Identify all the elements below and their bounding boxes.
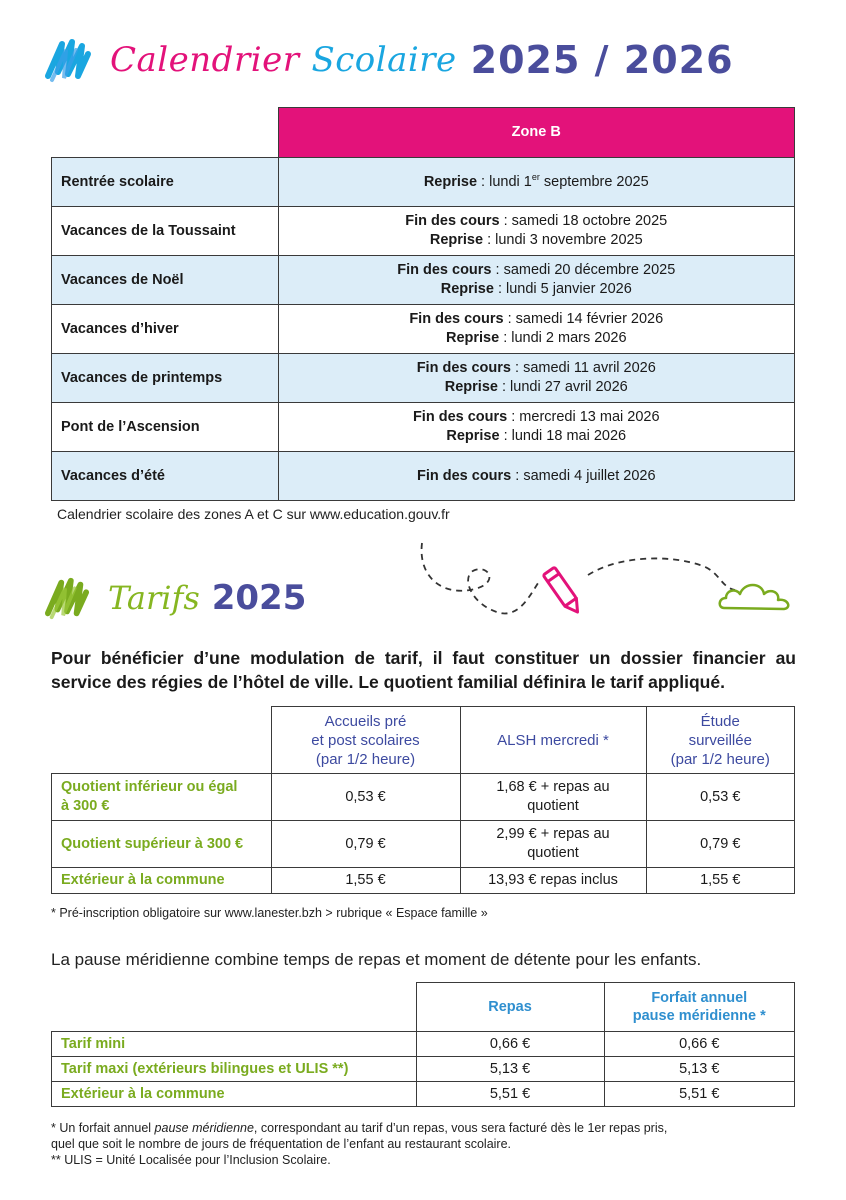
calendar-row-label: Vacances d’hiver [52, 305, 279, 354]
tarifs-corner [52, 707, 272, 774]
calendar-table [51, 107, 795, 501]
value-text: : lundi 1 [477, 173, 532, 190]
value-bold: Reprise [444, 379, 498, 395]
title-word-scolaire: Scolaire [311, 40, 457, 80]
value-bold: Reprise [440, 281, 494, 297]
tarifs-table [51, 706, 795, 894]
row-label: Extérieur à la commune [52, 1082, 417, 1107]
header-line: pause méridienne * [632, 1008, 766, 1024]
cell-alsh [460, 821, 646, 868]
calendar-row-value [278, 305, 795, 354]
pause-corner [52, 983, 417, 1032]
tarifs-intro: Pour bénéficier d’une modulation de tarif, il faut constituer un dossier financier au service des régies de l’hôtel de ville. Le quotient familial définira le tarif appliqué. [51, 648, 796, 692]
table-row [52, 1082, 795, 1107]
value-text: : lundi 5 janvier 2026 [493, 281, 632, 297]
value-text: : samedi 11 avril 2026 [510, 360, 656, 376]
cell-accueils: 1,55 € [271, 868, 460, 894]
cell-forfait: 5,51 € [604, 1082, 795, 1107]
value-text: : lundi 3 novembre 2025 [483, 232, 643, 248]
calendar-row-label: Vacances de la Toussaint [52, 207, 279, 256]
value-bold: Reprise [423, 173, 478, 190]
table-row [52, 868, 795, 894]
value-sup: er [531, 171, 540, 182]
tarifs-header-accueils [271, 707, 460, 774]
footnotes [51, 1120, 801, 1168]
cell-alsh [460, 774, 646, 821]
row-label-line: Quotient inférieur ou égal [61, 779, 238, 795]
row-label: Tarif mini [52, 1032, 417, 1057]
calendar-row-label: Rentrée scolaire [52, 158, 279, 207]
cell-line: 2,99 € + repas au [496, 826, 610, 842]
calendar-row [52, 158, 795, 207]
value-bold: Fin des cours [405, 213, 500, 229]
tarifs-header-alsh: ALSH mercredi * [460, 707, 646, 774]
value-bold: Fin des cours [397, 262, 492, 278]
calendar-row-value [278, 452, 795, 501]
scribble-blue-icon [44, 36, 92, 84]
row-label: Tarif maxi (extérieurs bilingues et ULIS **) [52, 1057, 417, 1082]
calendar-row [52, 452, 795, 501]
cell-etude: 1,55 € [646, 868, 795, 894]
zone-header: Zone B [278, 108, 795, 158]
row-label: Quotient supérieur à 300 € [52, 821, 272, 868]
header-line: et post scolaires [311, 731, 420, 749]
scribble-green-icon [44, 575, 90, 621]
table-row [52, 774, 795, 821]
footnote-1 [51, 1120, 801, 1136]
title-year: 2025 / 2026 [470, 38, 734, 82]
cell-repas: 5,13 € [416, 1057, 604, 1082]
row-label: Extérieur à la commune [52, 868, 272, 894]
cell-forfait: 5,13 € [604, 1057, 795, 1082]
pause-text: La pause méridienne combine temps de repas et moment de détente pour les enfants. [51, 950, 702, 969]
footnote-text: , correspondant au tarif d’un repas, vous sera facturé dès le 1er repas pris, [253, 1121, 668, 1135]
value-text: : lundi 2 mars 2026 [499, 330, 627, 346]
pause-header-forfait [604, 983, 795, 1032]
value-text: : lundi 27 avril 2026 [497, 379, 628, 395]
row-label [52, 774, 272, 821]
calendar-row-value [278, 403, 795, 452]
calendar-row-label: Vacances d’été [52, 452, 279, 501]
value-text: : samedi 18 octobre 2025 [499, 213, 668, 229]
calendar-row-label: Vacances de Noël [52, 256, 279, 305]
tarifs-year: 2025 [211, 578, 307, 618]
tarifs-title [44, 570, 306, 626]
calendar-corner [52, 108, 279, 158]
tarifs-header-etude [646, 707, 795, 774]
tarifs-word: Tarifs [108, 579, 200, 617]
pencil-icon [538, 562, 590, 620]
cell-repas: 0,66 € [416, 1032, 604, 1057]
cell-repas: 5,51 € [416, 1082, 604, 1107]
cloud-icon [718, 578, 794, 614]
value-bold: Fin des cours [416, 467, 512, 484]
tarifs-note: * Pré-inscription obligatoire sur www.lanester.bzh > rubrique « Espace famille » [51, 906, 488, 920]
header-line: (par 1/2 heure) [670, 750, 770, 768]
cell-line: quotient [527, 845, 579, 861]
value-bold: Reprise [445, 330, 500, 346]
calendar-row [52, 354, 795, 403]
value-bold: Fin des cours [416, 360, 511, 376]
header-line: Forfait annuel [651, 990, 748, 1006]
calendar-row-label: Vacances de printemps [52, 354, 279, 403]
value-text: septembre 2025 [539, 173, 649, 190]
cell-accueils: 0,53 € [271, 774, 460, 821]
header-line: Accueils pré [324, 712, 407, 730]
row-label-line: à 300 € [61, 798, 110, 814]
cell-line: 1,68 € + repas au [496, 779, 610, 795]
calendar-row [52, 207, 795, 256]
calendar-note: Calendrier scolaire des zones A et C sur www.education.gouv.fr [57, 506, 450, 522]
calendar-row-value [278, 207, 795, 256]
header-line: Étude [700, 712, 740, 730]
calendar-row [52, 256, 795, 305]
cell-accueils: 0,79 € [271, 821, 460, 868]
footnote-italic: pause méridienne [154, 1121, 254, 1135]
table-row [52, 1057, 795, 1082]
cell-line: quotient [527, 798, 579, 814]
calendar-row [52, 305, 795, 354]
table-row [52, 821, 795, 868]
calendar-row-value [278, 158, 795, 207]
cell-alsh: 13,93 € repas inclus [460, 868, 646, 894]
cell-etude: 0,79 € [646, 821, 795, 868]
calendar-row [52, 403, 795, 452]
value-text: : samedi 14 février 2026 [503, 311, 664, 327]
calendar-row-label: Pont de l’Ascension [52, 403, 279, 452]
value-bold: Reprise [429, 232, 484, 248]
value-bold: Fin des cours [409, 311, 504, 327]
pause-table [51, 982, 795, 1107]
calendar-row-value [278, 256, 795, 305]
pause-header-repas: Repas [416, 983, 604, 1032]
cell-forfait: 0,66 € [604, 1032, 795, 1057]
footnote-3: ** ULIS = Unité Localisée pour l’Inclusion Scolaire. [51, 1153, 331, 1167]
title-word-calendrier: Calendrier [110, 40, 300, 80]
value-text: : lundi 18 mai 2026 [499, 428, 627, 444]
table-row [52, 1032, 795, 1057]
footnote-2: quel que soit le nombre de jours de fréquentation de l’enfant au restaurant scolaire. [51, 1137, 512, 1151]
value-text: : samedi 20 décembre 2025 [491, 262, 676, 278]
value-text: : samedi 4 juillet 2026 [511, 467, 656, 484]
value-text: : mercredi 13 mai 2026 [507, 409, 660, 425]
header-line: surveillée [688, 731, 752, 749]
header-line: (par 1/2 heure) [315, 750, 416, 768]
value-bold: Reprise [446, 428, 500, 444]
footnote-text: * Un forfait annuel [51, 1121, 155, 1135]
calendar-title [44, 30, 734, 90]
cell-etude: 0,53 € [646, 774, 795, 821]
value-bold: Fin des cours [412, 409, 508, 425]
calendar-row-value [278, 354, 795, 403]
